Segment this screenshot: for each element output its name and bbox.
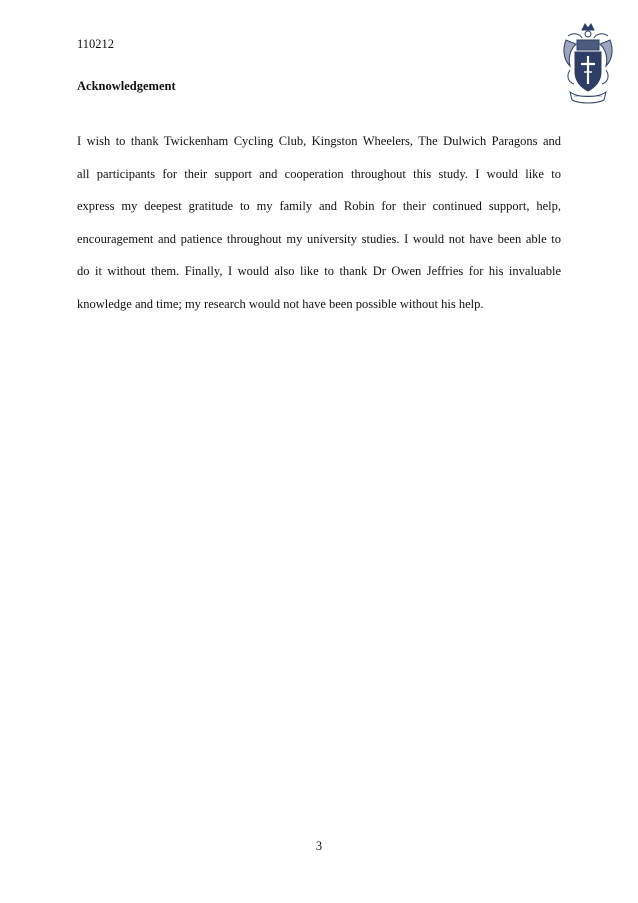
acknowledgement-paragraph (77, 125, 561, 320)
paragraph-line: I wish to thank Twickenham Cycling Club, Kingston Wheelers, The Dulwich Paragons and (77, 134, 561, 148)
paragraph-line: encouragement and patience throughout my university studies. I would not have been able to (77, 231, 561, 246)
university-crest-icon (560, 20, 616, 104)
paragraph-line: all participants for their support and cooperation throughout this study. I would like to (77, 166, 561, 181)
paragraph-line: do it without them. Finally, I would also like to thank Dr Owen Jeffries for his invaluable (77, 264, 561, 278)
paragraph-line: knowledge and time; my research would not have been possible without his help. (77, 296, 484, 311)
page-heading: Acknowledgement (77, 79, 176, 93)
page-number: 3 (315, 839, 323, 853)
document-id: 110212 (77, 37, 115, 51)
paragraph-line: express my deepest gratitude to my family and Robin for their continued support, help, (77, 199, 561, 213)
